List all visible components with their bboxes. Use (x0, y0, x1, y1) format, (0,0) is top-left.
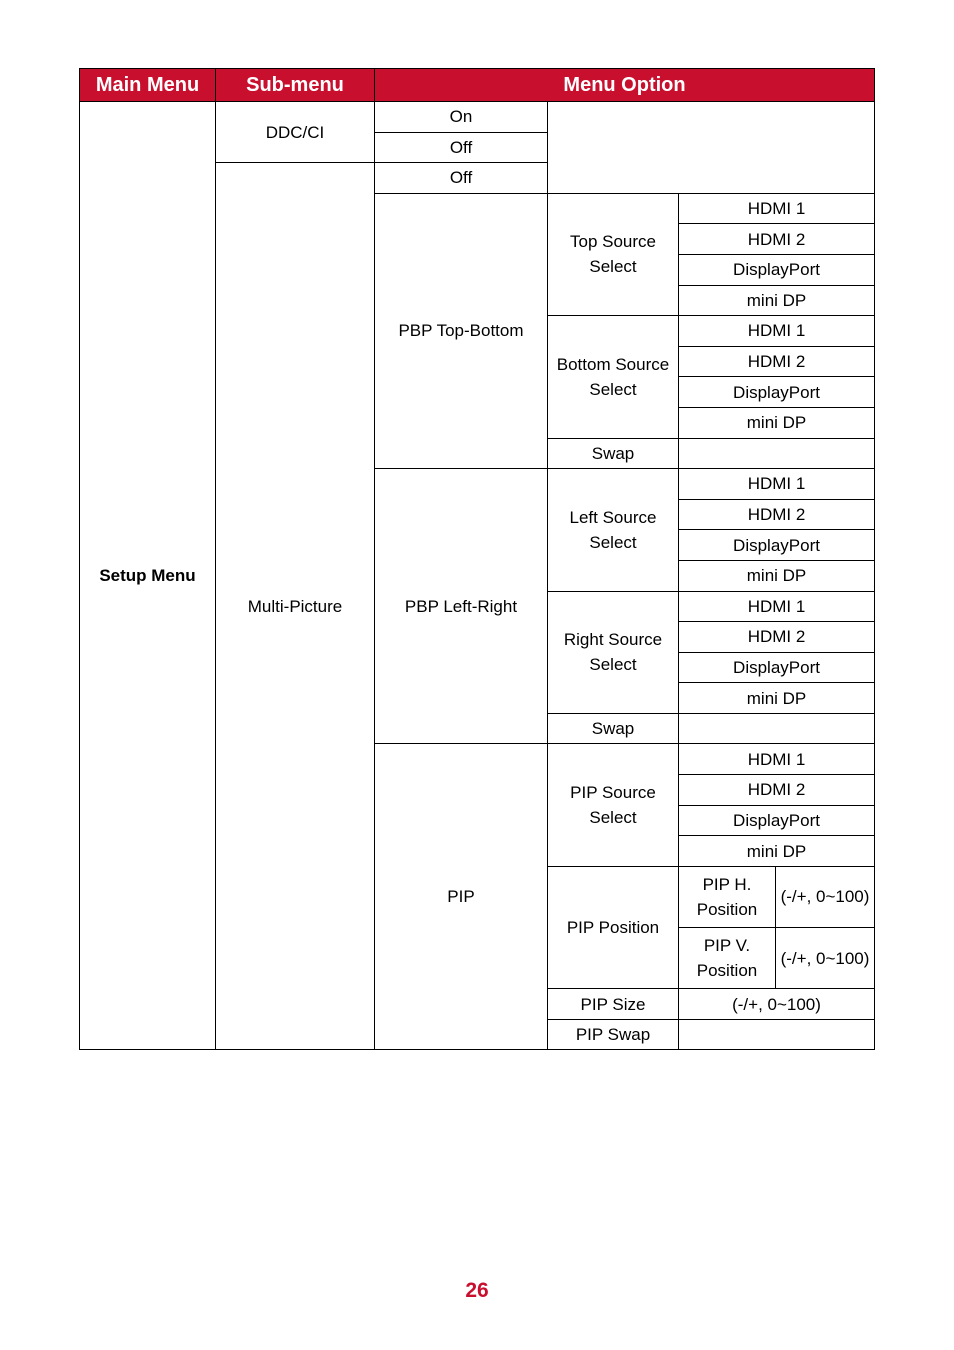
top-source-hdmi2: HDMI 2 (679, 224, 875, 255)
multi-option-off: Off (375, 163, 548, 194)
pip-source-mini-dp: mini DP (679, 836, 875, 867)
left-source-hdmi2: HDMI 2 (679, 499, 875, 530)
right-source-select: Right Source Select (548, 591, 679, 713)
empty-cell (679, 1019, 875, 1050)
pbp-lr-swap: Swap (548, 713, 679, 744)
top-source-mini-dp: mini DP (679, 285, 875, 316)
bottom-source-select: Bottom Source Select (548, 316, 679, 438)
bottom-source-hdmi1: HDMI 1 (679, 316, 875, 347)
right-source-displayport: DisplayPort (679, 652, 875, 683)
left-source-mini-dp: mini DP (679, 560, 875, 591)
empty-cell (679, 713, 875, 744)
pbp-left-right: PBP Left-Right (375, 469, 548, 744)
top-source-select: Top Source Select (548, 193, 679, 315)
submenu-multi-picture: Multi-Picture (216, 163, 375, 1050)
pip-source-select: PIP Source Select (548, 744, 679, 866)
empty-cell (679, 438, 875, 469)
pip: PIP (375, 744, 548, 1050)
ddc-option-off: Off (375, 132, 548, 163)
page-number: 26 (465, 1279, 489, 1302)
bottom-source-hdmi2: HDMI 2 (679, 346, 875, 377)
pbp-top-bottom: PBP Top-Bottom (375, 193, 548, 468)
bottom-source-displayport: DisplayPort (679, 377, 875, 408)
left-source-displayport: DisplayPort (679, 530, 875, 561)
header-main-menu: Main Menu (80, 69, 216, 102)
pip-source-displayport: DisplayPort (679, 805, 875, 836)
pip-source-hdmi1: HDMI 1 (679, 744, 875, 775)
pip-position: PIP Position (548, 866, 679, 988)
pip-swap: PIP Swap (548, 1019, 679, 1050)
header-menu-option: Menu Option (375, 69, 875, 102)
pbp-tb-swap: Swap (548, 438, 679, 469)
pip-h-position-value: (-/+, 0~100) (776, 866, 875, 927)
pip-size: PIP Size (548, 989, 679, 1020)
header-sub-menu: Sub-menu (216, 69, 375, 102)
top-source-displayport: DisplayPort (679, 254, 875, 285)
right-source-hdmi2: HDMI 2 (679, 622, 875, 653)
pip-size-value: (-/+, 0~100) (679, 989, 875, 1020)
pip-v-position-value: (-/+, 0~100) (776, 928, 875, 989)
ddc-option-on: On (375, 102, 548, 133)
left-source-select: Left Source Select (548, 469, 679, 591)
right-source-hdmi1: HDMI 1 (679, 591, 875, 622)
pip-source-hdmi2: HDMI 2 (679, 775, 875, 806)
menu-table (79, 68, 875, 1050)
bottom-source-mini-dp: mini DP (679, 407, 875, 438)
empty-cell (548, 102, 875, 194)
main-menu-setup: Setup Menu (80, 102, 216, 1050)
left-source-hdmi1: HDMI 1 (679, 469, 875, 500)
right-source-mini-dp: mini DP (679, 683, 875, 714)
top-source-hdmi1: HDMI 1 (679, 193, 875, 224)
pip-v-position: PIP V. Position (679, 928, 776, 989)
submenu-ddc-ci: DDC/CI (216, 102, 375, 163)
pip-h-position: PIP H. Position (679, 866, 776, 927)
